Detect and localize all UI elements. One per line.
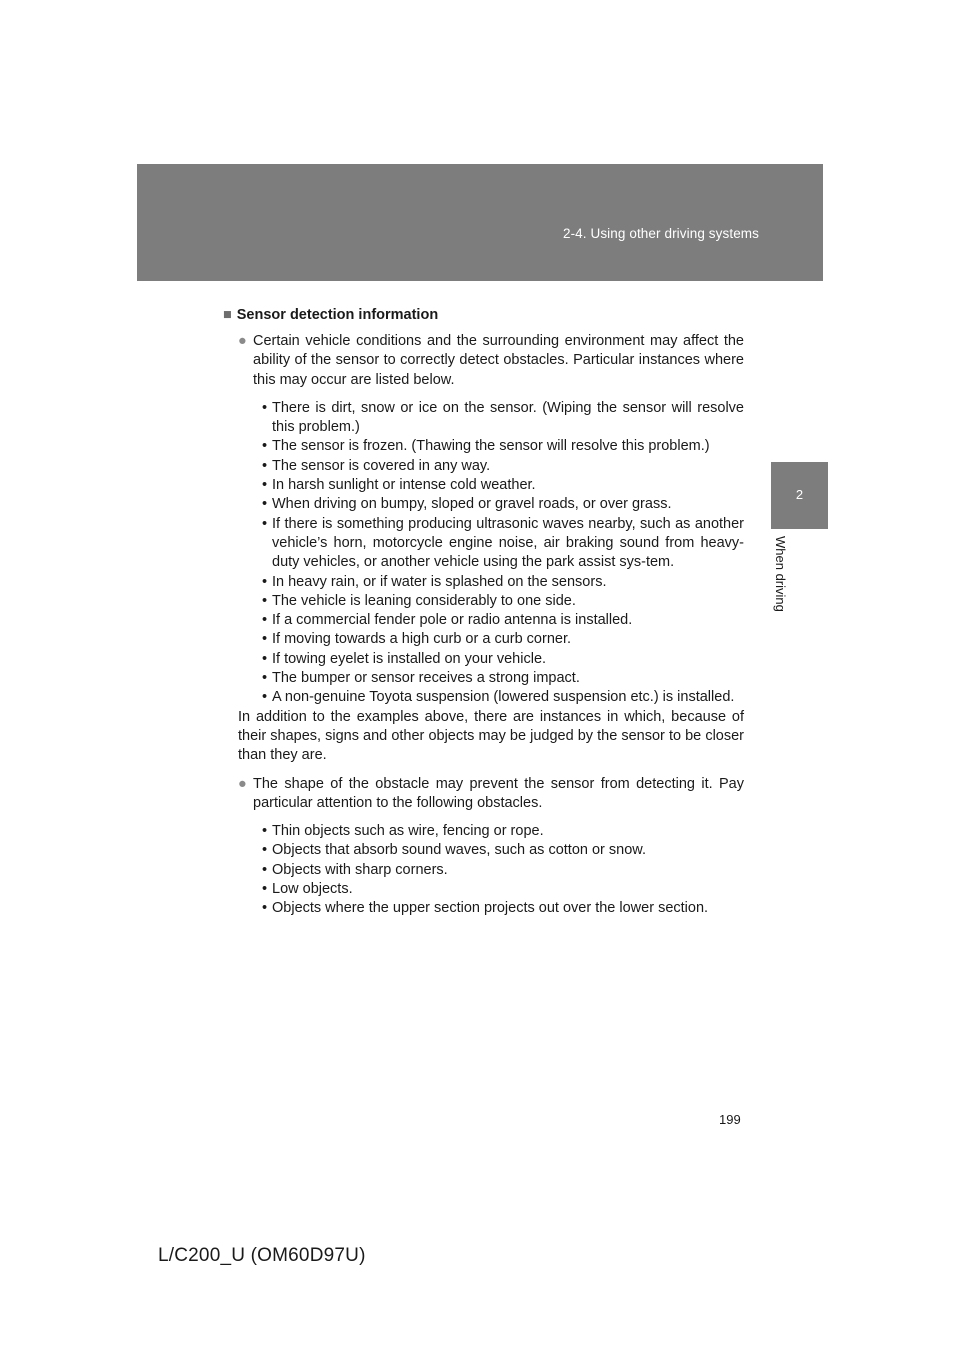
list-item: [238, 822, 744, 841]
list-item-text: Objects with sharp corners.: [272, 861, 448, 878]
bullet-icon: •: [262, 650, 268, 667]
list-item: [238, 650, 744, 669]
list-item: [238, 437, 744, 456]
circle-bullet-icon: ●: [238, 775, 247, 792]
list-item-text: Thin objects such as wire, fencing or rope.: [272, 823, 544, 840]
chapter-label: When driving: [773, 536, 788, 612]
header-bar: [137, 164, 823, 281]
list-item: [238, 688, 744, 707]
list-item: [238, 457, 744, 476]
list-item-text: If moving towards a high curb or a curb corner.: [272, 631, 572, 648]
bullet-icon: •: [262, 457, 268, 474]
section-title: Sensor detection information: [236, 307, 439, 323]
list-item-text: In harsh sunlight or intense cold weather.: [272, 477, 536, 494]
list-item: [238, 573, 744, 592]
main-content: [238, 306, 744, 919]
list-item: [238, 899, 744, 918]
bullet-icon: •: [262, 515, 268, 532]
bullet-icon: •: [262, 823, 268, 840]
list-item: [238, 611, 744, 630]
bullet-icon: •: [262, 861, 268, 878]
intro-paragraph-text: Certain vehicle conditions and the surrounding environment may affect the ability of the sensor to correctly detect obstacles. Particular instances where this may occur are listed below.: [253, 333, 744, 388]
additional-info-paragraph: In addition to the examples above, there are instances in which, because of their shapes, signs and other objects may be judged by the sensor to be closer than they are.: [238, 708, 744, 764]
obstacle-types-list: [238, 822, 744, 918]
chapter-tab: [771, 462, 828, 529]
bullet-icon: •: [262, 573, 268, 590]
list-item: [238, 399, 744, 438]
circle-bullet-icon: ●: [238, 333, 247, 349]
list-item: [238, 841, 744, 860]
bullet-icon: •: [262, 670, 268, 687]
list-item-text: A non-genuine Toyota suspension (lowered suspension etc.) is installed.: [272, 689, 735, 706]
obstacle-paragraph-text: The shape of the obstacle may prevent the sensor from detecting it. Pay particular attention to the following obstacles.: [253, 775, 744, 811]
obstacle-paragraph: [238, 775, 744, 814]
list-item: [238, 592, 744, 611]
bullet-icon: •: [262, 631, 268, 648]
bullet-icon: •: [262, 399, 268, 416]
list-item: [238, 630, 744, 649]
detection-conditions-list: [238, 399, 744, 708]
list-item-text: Objects where the upper section projects out over the lower section.: [272, 900, 709, 917]
header-section-title: 2-4. Using other driving systems: [562, 226, 759, 241]
list-item-text: When driving on bumpy, sloped or gravel roads, or over grass.: [272, 496, 672, 513]
list-item-text: The sensor is covered in any way.: [272, 457, 491, 474]
list-item: [238, 861, 744, 880]
list-item-text: The bumper or sensor receives a strong impact.: [272, 670, 580, 687]
bullet-icon: •: [262, 842, 268, 859]
bullet-icon: •: [262, 477, 268, 494]
list-item-text: If towing eyelet is installed on your vehicle.: [272, 650, 547, 667]
list-item-text: In heavy rain, or if water is splashed on the sensors.: [272, 573, 607, 590]
bullet-icon: •: [262, 592, 268, 609]
list-item-text: If a commercial fender pole or radio antenna is installed.: [272, 612, 633, 629]
bullet-icon: •: [262, 496, 268, 513]
list-item: [238, 669, 744, 688]
page-number: 199: [719, 1112, 741, 1127]
list-item: [238, 476, 744, 495]
document-code: L/C200_U (OM60D97U): [158, 1245, 366, 1266]
bullet-icon: •: [262, 881, 268, 898]
list-item-text: The sensor is frozen. (Thawing the sensor will resolve this problem.): [272, 438, 710, 455]
list-item-text: There is dirt, snow or ice on the sensor. (Wiping the sensor will resolve this problem.): [272, 399, 744, 436]
chapter-label-vertical: [773, 536, 806, 636]
list-item: [238, 880, 744, 899]
intro-paragraph: [238, 332, 744, 390]
section-marker-icon: ■: [223, 307, 232, 323]
list-item: [238, 515, 744, 573]
bullet-icon: •: [262, 689, 268, 706]
bullet-icon: •: [262, 900, 268, 917]
chapter-number: 2: [795, 487, 804, 502]
list-item-text: The vehicle is leaning considerably to one side.: [272, 592, 576, 609]
list-item-text: Objects that absorb sound waves, such as cotton or snow.: [272, 842, 646, 859]
list-item: [238, 495, 744, 514]
bullet-icon: •: [262, 612, 268, 629]
bullet-icon: •: [262, 438, 268, 455]
list-item-text: If there is something producing ultrasonic waves nearby, such as another vehicle’s horn, motorcycle engine noise, air braking sound from heavy-duty vehicles, or another vehicle using the park assist sys-tem.: [272, 515, 744, 571]
list-item-text: Low objects.: [272, 881, 353, 898]
